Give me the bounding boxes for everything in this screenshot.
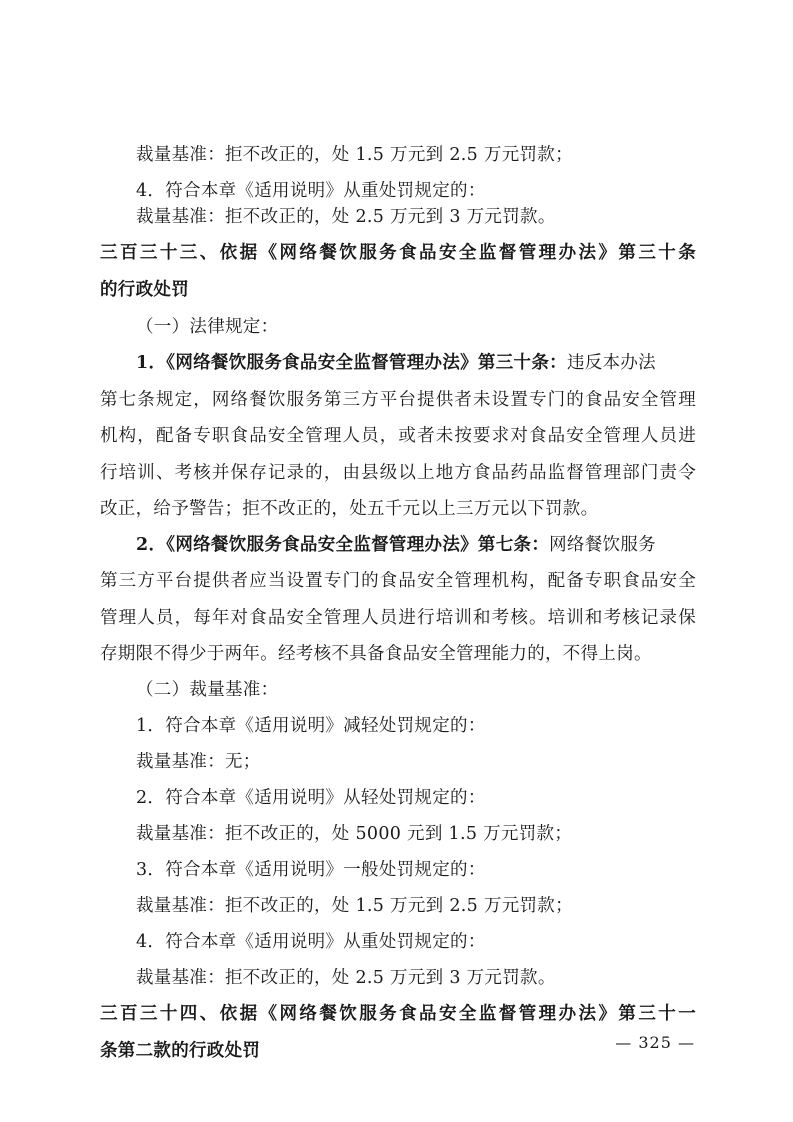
section-heading-334-cont: 条第二款的行政处罚 bbox=[100, 1041, 261, 1061]
text-line: 裁量基准：无； bbox=[136, 752, 261, 772]
legal-article-line bbox=[100, 533, 696, 557]
subsection-title: （一）法律规定： bbox=[136, 317, 279, 337]
text-line: 4．符合本章《适用说明》从重处罚规定的： bbox=[136, 181, 486, 201]
section-heading-333: 三百三十三、依据《网络餐饮服务食品安全监督管理办法》第三十条 bbox=[100, 243, 696, 263]
text-line: 3．符合本章《适用说明》一般处罚规定的： bbox=[136, 860, 486, 880]
text-line: 裁量基准：拒不改正的，处 1.5 万元到 2.5 万元罚款； bbox=[136, 145, 573, 165]
text-line: 1．符合本章《适用说明》减轻处罚规定的： bbox=[136, 716, 486, 736]
text-line: 裁量基准：拒不改正的，处 5000 元到 1.5 万元罚款； bbox=[136, 824, 573, 844]
text-line: 管理人员，每年对食品安全管理人员进行培训和考核。培训和考核记录保 bbox=[100, 608, 696, 628]
text-line: 裁量基准：拒不改正的，处 2.5 万元到 3 万元罚款。 bbox=[136, 207, 556, 227]
text-line: 第七条规定，网络餐饮服务第三方平台提供者未设置专门的食品安全管理 bbox=[100, 390, 696, 410]
article-text: 网络餐饮服务 bbox=[549, 535, 656, 555]
text-line: 存期限不得少于两年。经考核不具备食品安全管理能力的，不得上岗。 bbox=[100, 644, 652, 664]
article-text: 违反本办法 bbox=[566, 353, 656, 373]
subsection-title: （二）裁量基准： bbox=[136, 680, 279, 700]
section-heading-334: 三百三十四、依据《网络餐饮服务食品安全监督管理办法》第三十一 bbox=[100, 1004, 696, 1024]
text-line: 裁量基准：拒不改正的，处 2.5 万元到 3 万元罚款。 bbox=[136, 968, 556, 988]
article-citation: 1．《网络餐饮服务食品安全监督管理办法》第三十条： bbox=[136, 353, 567, 373]
text-line: 行培训、考核并保存记录的，由县级以上地方食品药品监督管理部门责令 bbox=[100, 463, 696, 483]
section-heading-333-cont: 的行政处罚 bbox=[100, 280, 189, 300]
text-line: 第三方平台提供者应当设置专门的食品安全管理机构，配备专职食品安全 bbox=[100, 571, 696, 591]
page-number: — 325 — bbox=[615, 1033, 695, 1052]
article-citation: 2．《网络餐饮服务食品安全监督管理办法》第七条： bbox=[136, 535, 550, 555]
text-line: 机构，配备专职食品安全管理人员，或者未按要求对食品安全管理人员进 bbox=[100, 426, 696, 446]
legal-article-line bbox=[100, 351, 696, 375]
text-line: 4．符合本章《适用说明》从重处罚规定的： bbox=[136, 932, 486, 952]
text-line: 2．符合本章《适用说明》从轻处罚规定的： bbox=[136, 788, 486, 808]
text-line: 裁量基准：拒不改正的，处 1.5 万元到 2.5 万元罚款； bbox=[136, 896, 573, 916]
text-line: 改正，给予警告；拒不改正的，处五千元以上三万元以下罚款。 bbox=[100, 499, 599, 519]
